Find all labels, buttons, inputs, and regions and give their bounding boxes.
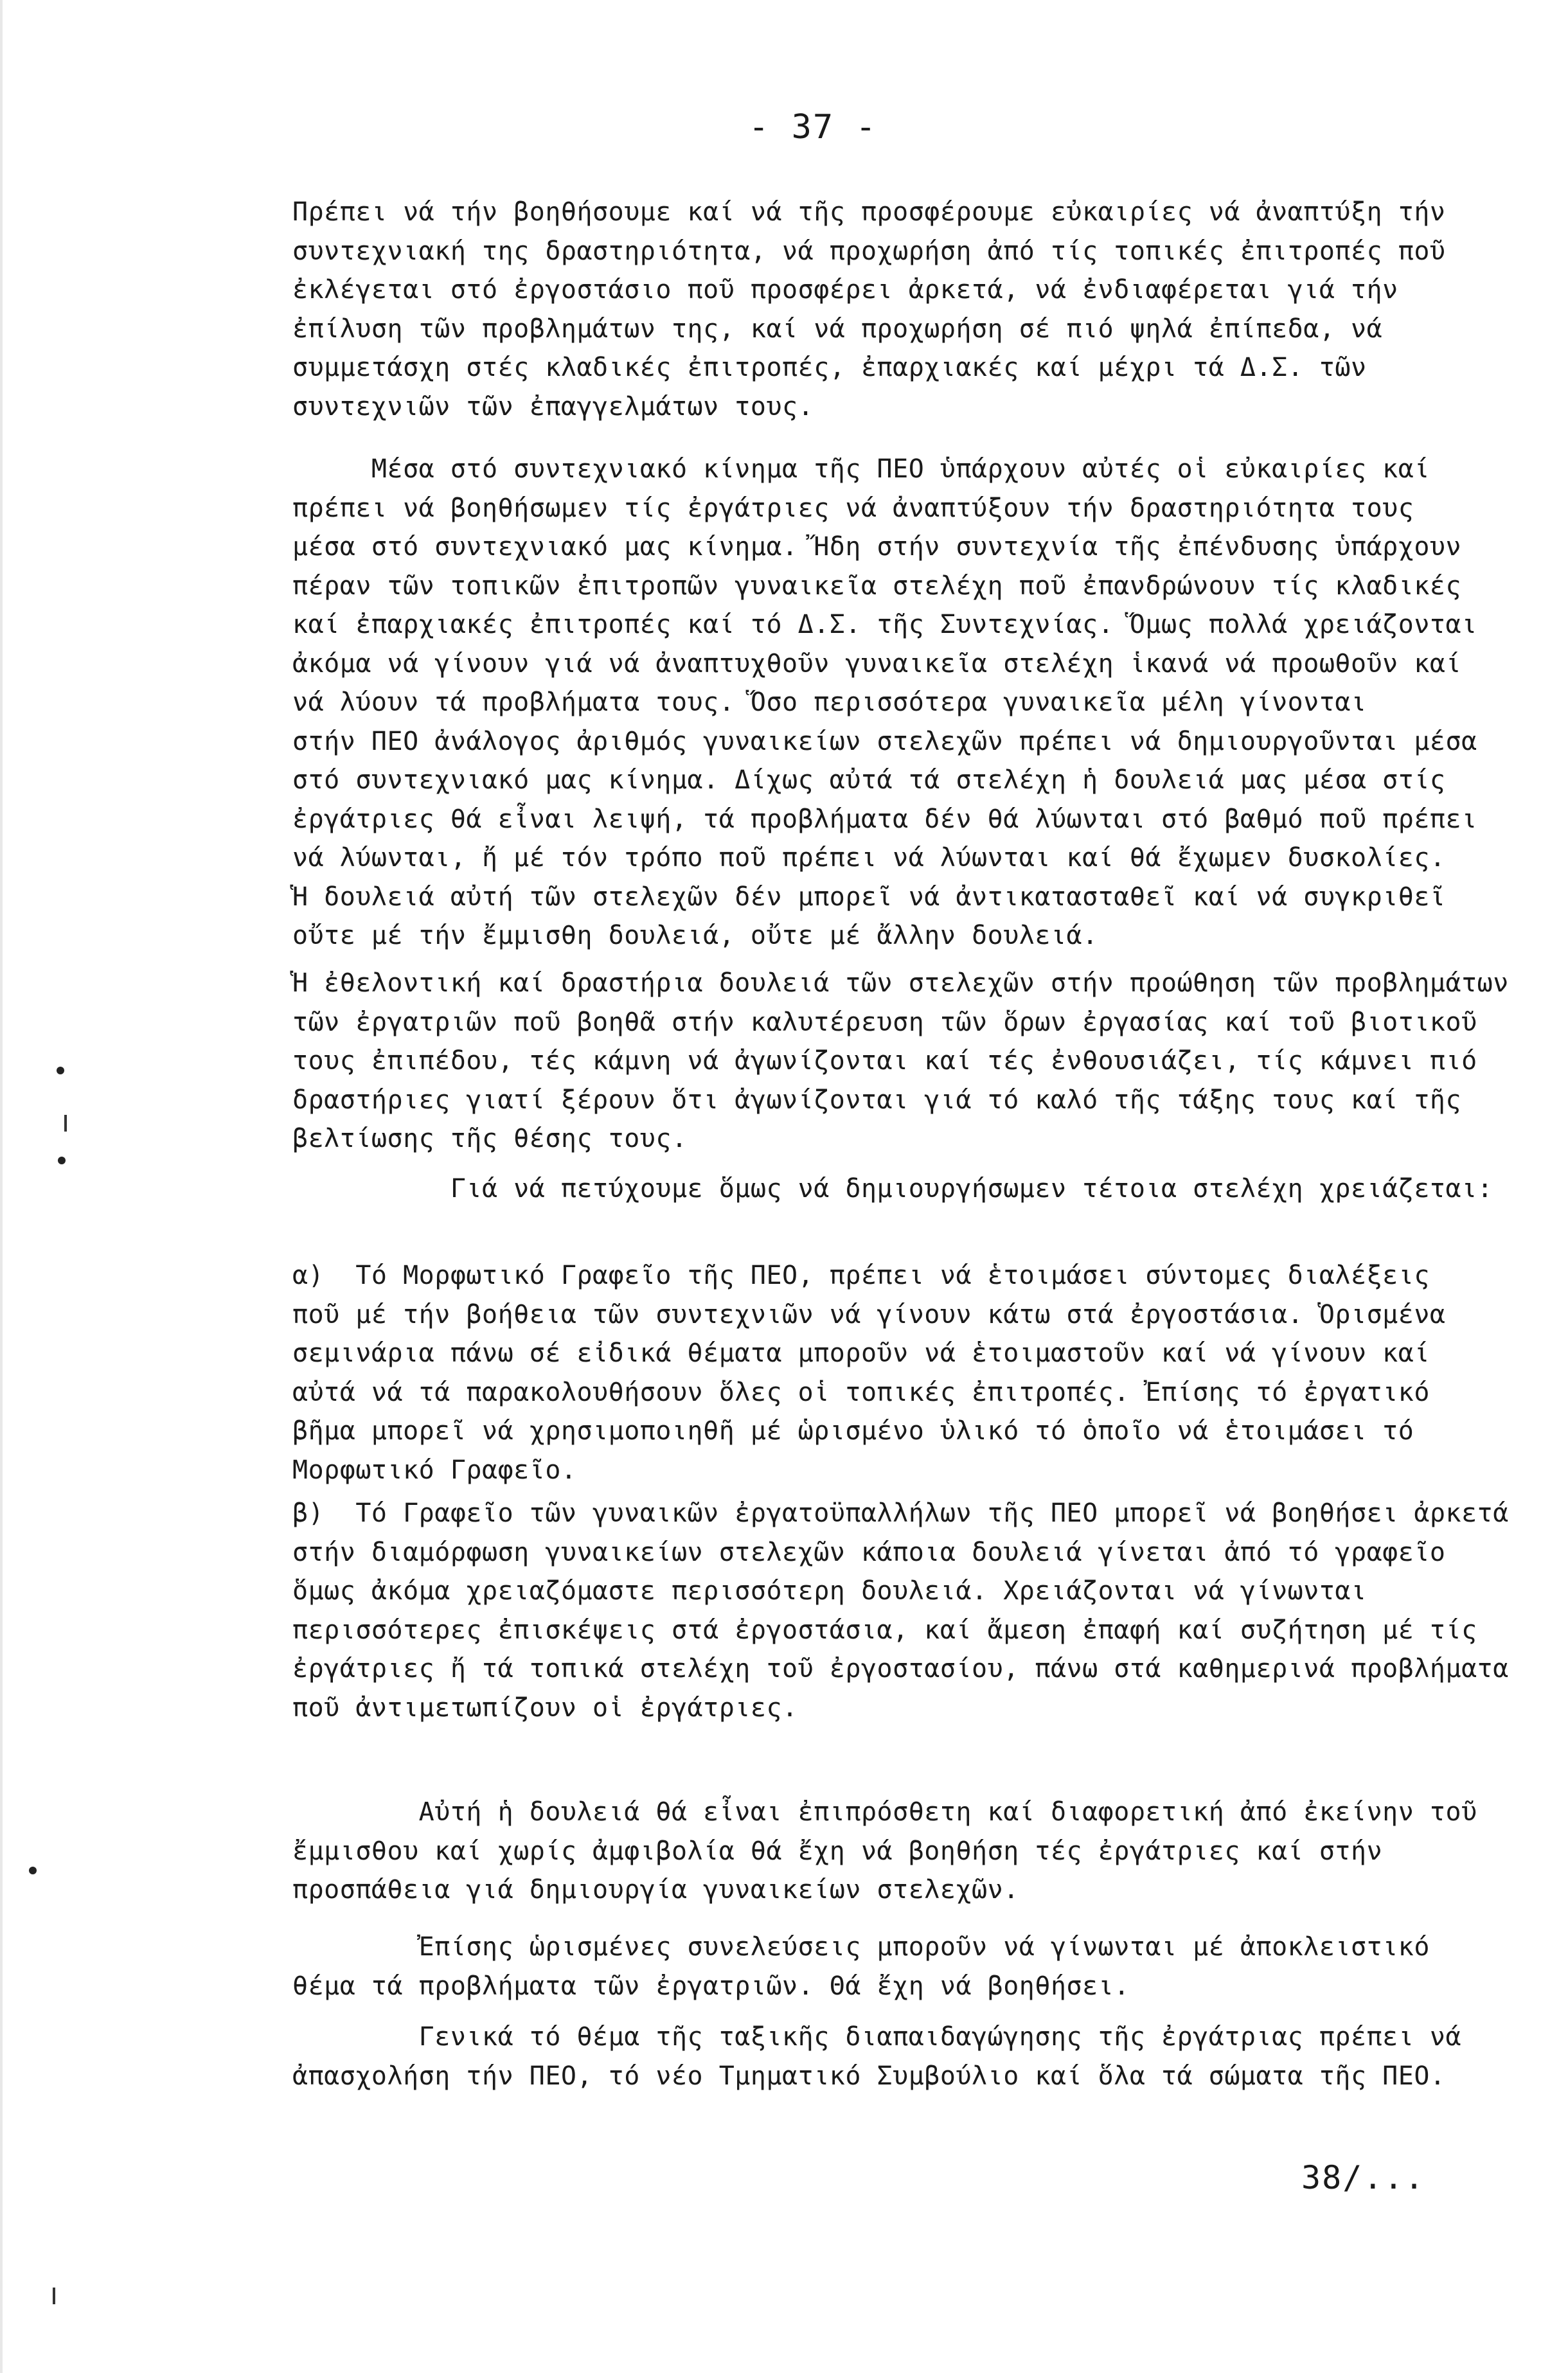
margin-dot xyxy=(29,1867,37,1874)
scan-edge xyxy=(0,0,3,2373)
paragraph-9: Γενικά τό θέμα τῆς ταξικῆς διαπαιδαγώγησης τῆς ἐργάτριας πρέπει νά ἀπασχολήση τήν ΠΕΟ, τό νέο Τμηματικό Συμβούλιο καί ὅλα τά σώματα τῆς ΠΕΟ. xyxy=(292,2022,1462,2091)
continuation-marker: 38/... xyxy=(1301,2159,1425,2196)
paragraph-2: Μέσα στό συντεχνιακό κίνημα τῆς ΠΕΟ ὑπάρχουν αὐτές οἱ εὐκαιρίες καί πρέπει νά βοηθήσωμεν τίς ἐργάτριες νά ἀναπτύξουν τήν δραστηριότητα τους μέσα στό συντεχνιακό μας κίνημα. Ἤδη στήν συντεχνία τῆς ἐπένδυσης ὑπάρχουν πέραν τῶν τοπικῶν ἐπιτροπῶν γυναικεῖα στελέχη ποῦ ἐπανδρώνουν τίς κλαδικές καί ἐπαρχιακές ἐπιτροπές καί τό Δ.Σ. τῆς Συντεχνίας. Ὅμως πολλά χρειάζονται ἀκόμα νά γίνουν γιά νά ἀναπτυχθοῦν γυναικεῖα στελέχη ἱκανά νά προωθοῦν καί νά λύουν τά προβλήματα τους. Ὅσο περισσότερα γυναικεῖα μέλη γίνονται στήν ΠΕΟ ἀνάλογος ἀριθμός γυναικείων στελεχῶν πρέπει νά δημιουργοῦνται μέσα στό συντεχνιακό μας κίνημα. Δίχως αὐτά τά στελέχη ἡ δουλειά μας μέσα στίς ἐργάτριες θά εἶναι λειψή, τά προβλήματα δέν θά λύωνται στό βαθμό ποῦ πρέπει νά λύωνται, ἤ μέ τόν τρόπο ποῦ πρέπει νά λύωνται καί θά ἔχωμεν δυσκολίες. Ἡ δουλειά αὐτή τῶν στελεχῶν δέν μπορεῖ νά ἀντικατασταθεῖ καί νά συγκριθεῖ οὔτε μέ τήν ἔμμισθη δουλειά, οὔτε μέ ἄλλην δουλειά. xyxy=(292,454,1477,950)
paragraph-1: Πρέπει νά τήν βοηθήσουμε καί νά τῆς προσφέρουμε εὐκαιρίες νά ἀναπτύξη τήν συντεχνιακή της δραστηριότητα, νά προχωρήση ἀπό τίς τοπικές ἐπιτροπές ποῦ ἐκλέγεται στό ἐργοστάσιο ποῦ προσφέρει ἀρκετά, νά ἐνδιαφέρεται γιά τήν ἐπίλυση τῶν προβλημάτων της, καί νά προχωρήση σέ πιό ψηλά ἐπίπεδα, νά συμμετάσχη στές κλαδικές ἐπιτροπές, ἐπαρχιακές καί μέχρι τά Δ.Σ. τῶν συντεχνιῶν τῶν ἐπαγγελμάτων τους. xyxy=(292,197,1446,422)
paragraph-5: α) Τό Μορφωτικό Γραφεῖο τῆς ΠΕΟ, πρέπει νά ἑτοιμάσει σύντομες διαλέξεις ποῦ μέ τήν βοήθεια τῶν συντεχνιῶν νά γίνουν κάτω στά ἐργοστάσια. Ὁρισμένα σεμινάρια πάνω σέ εἰδικά θέματα μποροῦν νά ἑτοιμαστοῦν καί νά γίνουν καί αὐτά νά τά παρακολουθήσουν ὅλες οἱ τοπικές ἐπιτροπές. Ἐπίσης τό ἐργατικό βῆμα μπορεῖ νά χρησιμοποιηθῆ μέ ὡρισμένο ὑλικό τό ὁποῖο νά ἑτοιμάσει τό Μορφωτικό Γραφεῖο. xyxy=(292,1261,1446,1485)
page-number: - 37 - xyxy=(749,108,877,147)
paragraph-7: Αὐτή ἡ δουλειά θά εἶναι ἐπιπρόσθετη καί διαφορετική ἀπό ἐκείνην τοῦ ἔμμισθου καί χωρίς ἀμφιβολία θά ἔχη νά βοηθήση τές ἐργάτριες καί στήν προσπάθεια γιά δημιουργία γυναικείων στελεχῶν. xyxy=(292,1797,1477,1905)
paragraph-3: Ἡ ἐθελοντική καί δραστήρια δουλειά τῶν στελεχῶν στήν προώθηση τῶν προβλημάτων τῶν ἐργατριῶν ποῦ βοηθᾶ στήν καλυτέρευση τῶν ὅρων ἐργασίας καί τοῦ βιοτικοῦ τους ἐπιπέδου, τές κάμνη νά ἀγωνίζονται καί τές ἐνθουσιάζει, τίς κάμνει πιό δραστήριες γιατί ξέρουν ὅτι ἀγωνίζονται γιά τό καλό τῆς τάξης τους καί τῆς βελτίωσης τῆς θέσης τους. xyxy=(292,968,1509,1153)
margin-dash xyxy=(53,2288,55,2304)
paragraph-6: β) Τό Γραφεῖο τῶν γυναικῶν ἐργατοϋπαλλήλων τῆς ΠΕΟ μπορεῖ νά βοηθήσει ἀρκετά στήν διαμόρφωση γυναικείων στελεχῶν κάποια δουλειά γίνεται ἀπό τό γραφεῖο ὅμως ἀκόμα χρειαζόμαστε περισσότερη δουλειά. Χρειάζονται νά γίνωνται περισσότερες ἐπισκέψεις στά ἐργοστάσια, καί ἄμεση ἐπαφή καί συζήτηση μέ τίς ἐργάτριες ἤ τά τοπικά στελέχη τοῦ ἐργοστασίου, πάνω στά καθημερινά προβλήματα ποῦ ἀντιμετωπίζουν οἱ ἐργάτριες. xyxy=(292,1498,1509,1723)
paragraph-4: Γιά νά πετύχουμε ὅμως νά δημιουργήσωμεν τέτοια στελέχη χρειάζεται: xyxy=(292,1174,1493,1204)
margin-dot xyxy=(57,1067,64,1074)
margin-dot xyxy=(58,1157,66,1164)
paragraph-8: Ἐπίσης ὡρισμένες συνελεύσεις μποροῦν νά γίνωνται μέ ἀποκλειστικό θέμα τά προβλήματα τῶν ἐργατριῶν. Θά ἔχη νά βοηθήσει. xyxy=(292,1932,1430,2001)
margin-dash xyxy=(64,1115,67,1132)
